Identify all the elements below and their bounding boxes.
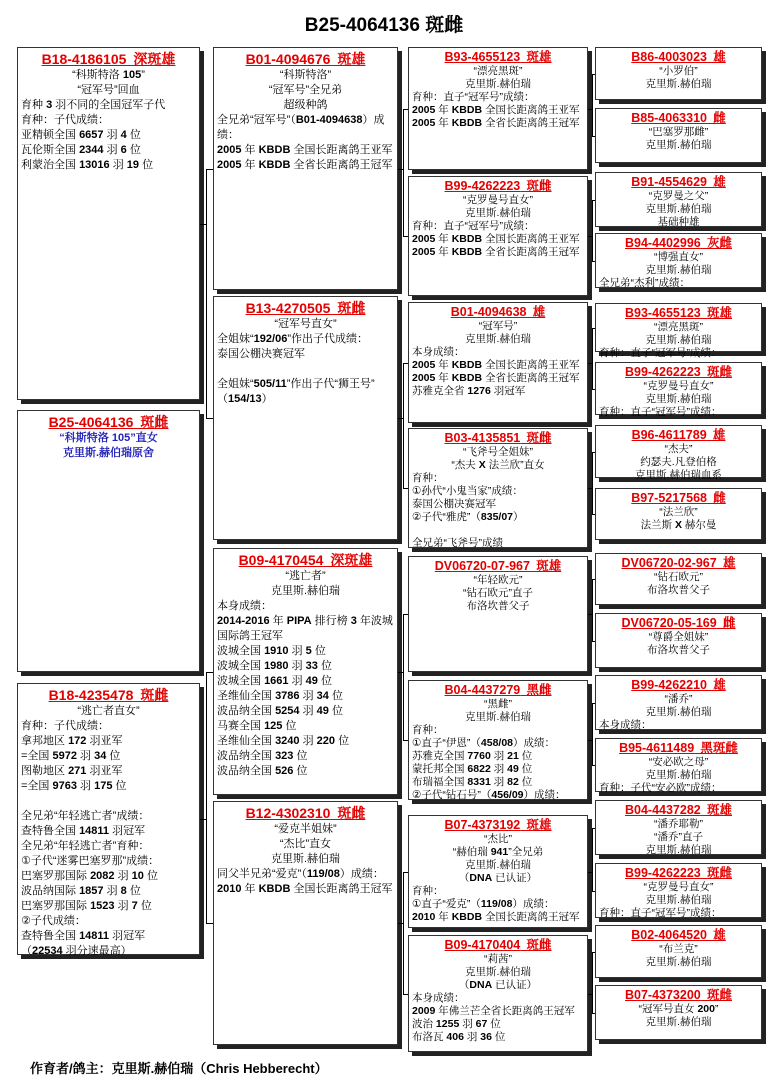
pedigree-box-B25-4064136 <box>17 410 200 672</box>
ring-number: B96-4611789 雄 <box>631 428 726 442</box>
box-line: 2009 年佛兰芒全省长距离鸽王冠军 <box>412 1005 575 1017</box>
ring-number: B99-4262223 斑雌 <box>444 179 552 193</box>
box-line: 亚精顿全国 6657 羽 4 位 <box>21 129 141 141</box>
connector-line <box>206 418 213 419</box>
box-line: “科斯特洛 105”直女 <box>59 432 158 444</box>
box-line: 苏雅克全国 7760 羽 21 位 <box>412 750 533 762</box>
pedigree-box-B85-4063310 <box>595 108 762 163</box>
box-line: 2005 年 KBDB 全省长距离鸽王冠军 <box>412 246 580 258</box>
box-line: 圣维仙全国 3240 羽 220 位 <box>217 735 350 747</box>
box-line: 克里斯.赫伯瑞 <box>645 956 712 968</box>
box-line: 波城全国 1661 羽 49 位 <box>217 675 332 687</box>
box-line: 法兰斯 X 赫尔曼 <box>640 519 717 531</box>
box-line: 苏雅克全省 1276 羽冠军 <box>412 385 526 397</box>
connector-line <box>403 872 404 995</box>
box-line: 波品纳全国 5254 羽 49 位 <box>217 705 343 717</box>
box-line: 克里斯.赫伯瑞血系 <box>635 469 722 481</box>
ring-number: B18-4235478 斑雌 <box>48 687 169 703</box>
connector-line <box>403 614 408 615</box>
box-line: “潘乔耶勒” <box>654 818 703 830</box>
box-line: “漂亮黑斑” <box>654 321 703 333</box>
box-line: “漂亮黑斑” <box>473 65 523 77</box>
box-line: 基础种雄 <box>657 216 700 228</box>
pedigree-box-B02-4064520 <box>595 925 762 978</box>
box-line: “爱克半姐妹” <box>274 823 337 835</box>
box-line: “冠军号直女” <box>274 318 337 330</box>
pedigree-box-B07-4373200 <box>595 985 762 1040</box>
box-line: 全兄弟“杰利”成绩： <box>599 277 690 289</box>
box-line: 布洛坎普父子 <box>647 644 710 656</box>
ring-number: B18-4186105 深斑雄 <box>41 51 176 67</box>
connector-line <box>403 363 408 364</box>
connector-line <box>592 452 595 453</box>
box-line: 2005 年 KBDB 全省长距离鸽王冠军 <box>217 159 393 171</box>
box-line: 2010 年 KBDB 全国长距离鸽王冠军 <box>412 911 580 923</box>
box-line: 2014-2016 年 PIPA 排行榜 3 年波城 <box>217 615 393 627</box>
connector-line <box>403 994 408 995</box>
box-line: “潘乔” <box>664 693 693 705</box>
box-line: 全兄弟“年轻逃亡者”育种： <box>21 840 150 852</box>
box-line: 全兄弟“飞斧号”成绩 <box>412 537 503 549</box>
ring-number: B99-4262210 雄 <box>631 678 726 692</box>
ring-number: B13-4270505 斑雌 <box>245 300 366 316</box>
connector-line <box>403 488 408 489</box>
box-line: 克里斯.赫伯瑞 <box>645 706 712 718</box>
ring-number: B07-4373200 斑雌 <box>624 988 733 1002</box>
box-line: 克里斯.赫伯瑞 <box>645 894 712 906</box>
box-line: 克里斯.赫伯瑞 <box>645 78 712 90</box>
box-line: 查特鲁全国 14811 羽冠军 <box>21 930 146 942</box>
connector-line <box>592 952 595 953</box>
box-line: “冠军号”全兄弟 <box>268 84 343 96</box>
box-line: “赫伯瑞 941”全兄弟 <box>452 846 544 858</box>
box-line: 图勒地区 271 羽亚军 <box>21 765 123 777</box>
connector-line <box>592 952 593 1014</box>
box-line: 巴塞罗那国际 2082 羽 10 位 <box>21 870 158 882</box>
connector-line <box>403 363 404 489</box>
box-line: ①子代“迷雾巴塞罗那”成绩： <box>21 855 160 867</box>
ring-number: B93-4655123 斑雄 <box>624 306 733 320</box>
box-line: 育种： <box>412 472 444 484</box>
box-line: 同父半兄弟“爱克”（119/08）成绩： <box>217 868 384 880</box>
box-line: （22534 羽分速最高） <box>21 945 132 957</box>
box-line: 马赛全国 125 位 <box>217 720 297 732</box>
pedigree-box-B09-4170404 <box>408 935 588 1052</box>
pedigree-box-B01-4094638 <box>408 302 588 423</box>
box-line <box>412 524 584 537</box>
box-line: 本身成绩： <box>217 600 272 612</box>
box-line: 约瑟夫.凡登伯格 <box>640 456 717 468</box>
box-line: 2005 年 KBDB 全国长距离鸽王亚军 <box>412 104 580 116</box>
connector-line <box>592 703 593 766</box>
box-line: 育种：子代“安必欧”成绩： <box>599 782 722 794</box>
box-line: 布洛坎普父子 <box>466 600 530 612</box>
connector-line <box>592 200 593 262</box>
box-line: “年轻欧元” <box>473 574 523 586</box>
box-line: “巴塞罗那雌” <box>648 126 709 138</box>
box-line: 克里斯.赫伯瑞 <box>465 78 531 90</box>
box-line: “杰比”直女 <box>279 838 332 850</box>
pedigree-box-B97-5217568 <box>595 488 762 540</box>
connector-line <box>592 641 595 642</box>
box-line: 本身成绩： <box>412 992 465 1004</box>
box-line: 育种：直子“冠军号”成绩： <box>599 406 722 418</box>
pedigree-box-B07-4373192 <box>408 815 588 928</box>
box-line: “克罗曼号直女” <box>463 194 533 206</box>
breeder-credit: 作育者/鸽主：克里斯.赫伯瑞（Chris Hebberecht） <box>30 1061 328 1076</box>
box-line: 育种： <box>412 724 444 736</box>
box-line: 布洛瓦 406 羽 36 位 <box>412 1031 506 1043</box>
box-line: “飞斧号全姐妹” <box>463 446 533 458</box>
pedigree-box-B94-4402996 <box>595 233 762 288</box>
box-line: “科斯特洛” <box>279 69 332 81</box>
box-line: 育种：直子“冠军号”成绩： <box>599 907 722 919</box>
box-line: 2005 年 KBDB 全省长距离鸽王冠军 <box>412 372 580 384</box>
ring-number: B86-4003023 雄 <box>631 50 726 64</box>
connector-line <box>592 579 595 580</box>
box-line: 拿邦地区 172 羽亚军 <box>21 735 123 747</box>
box-line: 全兄弟“冠军号”（B01-4094638）成绩： <box>217 114 385 141</box>
box-line: 育种：直子“冠军号”成绩： <box>412 220 535 232</box>
box-line: ②子代成绩： <box>21 915 86 927</box>
box-line: 克里斯.赫伯瑞 <box>645 139 712 151</box>
box-line: 全兄弟“年轻逃亡者”成绩： <box>21 810 150 822</box>
connector-line <box>403 740 408 741</box>
box-line: “逃亡者” <box>285 570 326 582</box>
pedigree-box-DV06720-07-967 <box>408 556 588 672</box>
connector-line <box>206 169 207 419</box>
connector-line <box>592 765 595 766</box>
box-line: “克罗曼号直女” <box>643 881 714 893</box>
box-line: 克里斯.赫伯瑞 <box>645 334 712 346</box>
box-line: 2010 年 KBDB 全国长距离鸽王冠军 <box>217 883 393 895</box>
pedigree-box-B09-4170454 <box>213 548 398 795</box>
ring-number: DV06720-07-967 斑雄 <box>434 559 562 573</box>
connector-line <box>592 579 593 642</box>
ring-number: B01-4094676 斑雄 <box>245 51 366 67</box>
box-line: 巴塞罗那国际 1523 羽 7 位 <box>21 900 152 912</box>
connector-line <box>592 828 595 829</box>
connector-line <box>592 452 593 515</box>
ring-number: B91-4554629 雄 <box>631 175 726 189</box>
box-line: 克里斯.赫伯瑞 <box>645 1016 712 1028</box>
box-line: ①孙代“小鬼当家”成绩： <box>412 485 523 497</box>
box-line: 育种：直子“冠军号”成绩： <box>599 347 722 359</box>
connector-line <box>592 389 595 390</box>
box-line: =全国 5972 羽 34 位 <box>21 750 121 762</box>
ring-number: B04-4437279 黑雌 <box>444 683 552 697</box>
connector-line <box>592 200 595 201</box>
box-line: “冠军号直女 200” <box>638 1003 719 1015</box>
box-line: 2005 年 KBDB 全国长距离鸽王亚军 <box>412 359 580 371</box>
ring-number: DV06720-05-169 雌 <box>621 616 736 630</box>
connector-line <box>592 136 595 137</box>
ring-number: B95-4611489 黑斑雌 <box>619 741 738 755</box>
box-line: “克罗曼之父” <box>648 190 709 202</box>
connector-line <box>592 328 593 390</box>
pedigree-box-B86-4003023 <box>595 47 762 100</box>
pedigree-box-B12-4302310 <box>213 801 398 1045</box>
box-line: 圣维仙全国 3786 羽 34 位 <box>217 690 343 702</box>
ring-number: B03-4135851 斑雌 <box>444 431 552 445</box>
ring-number: B12-4302310 斑雌 <box>245 805 366 821</box>
pedigree-box-B13-4270505 <box>213 296 398 540</box>
box-line: 全姐妹“192/06”作出子代成绩： <box>217 333 368 345</box>
ring-number: B04-4437282 斑雄 <box>624 803 733 817</box>
box-line: 克里斯.赫伯瑞 <box>465 207 531 219</box>
pedigree-box-B95-4611489 <box>595 738 762 792</box>
box-line: “逃亡者直女” <box>77 705 140 717</box>
pedigree-box-B03-4135851 <box>408 428 588 548</box>
box-line: 布瑞福全国 8331 羽 82 位 <box>412 776 533 788</box>
ring-number: B99-4262223 斑雌 <box>624 365 733 379</box>
connector-line <box>206 169 213 170</box>
box-line: （DNA 已认证） <box>458 979 538 991</box>
pedigree-box-B99-4262223 <box>595 362 762 418</box>
box-line: “杰夫” <box>664 443 693 455</box>
box-line: 利蒙治全国 13016 羽 19 位 <box>21 159 154 171</box>
ring-number: B93-4655123 斑雄 <box>444 50 552 64</box>
box-line: 克里斯.赫伯瑞 <box>645 393 712 405</box>
box-line: ②子代“钻石号”（456/09）成绩： <box>412 789 566 801</box>
box-line: 泰国公棚决赛冠军 <box>217 348 305 360</box>
pedigree-box-B99-4262223 <box>595 863 762 918</box>
pedigree-box-B99-4262223 <box>408 176 588 296</box>
ring-number: B02-4064520 雄 <box>631 928 726 942</box>
box-line: “黑雌” <box>484 698 512 710</box>
box-line: 2005 年 KBDB 全国长距离鸽王亚军 <box>217 144 393 156</box>
connector-line <box>403 872 408 873</box>
pedigree-box-B91-4554629 <box>595 172 762 227</box>
box-line: 波品纳全国 526 位 <box>217 765 308 777</box>
box-line: “杰夫 X 法兰欣”直女 <box>451 459 545 471</box>
box-line: 克里斯.赫伯瑞 <box>270 585 341 597</box>
box-line: “莉茜” <box>484 953 512 965</box>
box-line: 波城全国 1910 羽 5 位 <box>217 645 326 657</box>
box-line: 克里斯.赫伯瑞 <box>645 844 712 856</box>
box-line: 克里斯.赫伯瑞 <box>465 966 531 978</box>
box-line: 瓦伦斯全国 2344 羽 6 位 <box>21 144 141 156</box>
pedigree-box-B96-4611789 <box>595 425 762 481</box>
box-line: （154/13） <box>217 393 273 405</box>
ring-number: B85-4063310 雌 <box>631 111 726 125</box>
box-line: ①直子“伊恩”（458/08）成绩： <box>412 737 556 749</box>
ring-number: B07-4373192 斑雄 <box>444 818 552 832</box>
pedigree-box-DV06720-05-169 <box>595 613 762 668</box>
box-line: “安必欧之母” <box>648 756 709 768</box>
pedigree-box-B18-4235478 <box>17 683 200 955</box>
box-line <box>217 362 394 377</box>
box-line: 育种：子代成绩： <box>21 720 109 732</box>
box-line: 本身成绩： <box>599 719 652 731</box>
box-line <box>21 794 196 809</box>
box-line: 克里斯.赫伯瑞 <box>465 711 531 723</box>
connector-line <box>403 236 408 237</box>
connector-line <box>592 891 595 892</box>
box-line: 波城全国 1980 羽 33 位 <box>217 660 332 672</box>
box-line: 蒙托邦全国 6822 羽 49 位 <box>412 763 533 775</box>
box-line: 育种： <box>412 885 444 897</box>
box-line: “钻石欧元”直子 <box>463 587 533 599</box>
box-line: 波品纳全国 323 位 <box>217 750 308 762</box>
ring-number: B25-4064136 斑雌 <box>48 414 169 430</box>
pedigree-box-B93-4655123 <box>595 303 762 359</box>
pedigree-box-B18-4186105 <box>17 47 200 400</box>
box-line: 克里斯.赫伯瑞 <box>465 333 531 345</box>
ring-number: B97-5217568 雌 <box>631 491 726 505</box>
box-line: 克里斯.赫伯瑞 <box>465 859 531 871</box>
box-line: “潘乔”直子 <box>654 831 703 843</box>
box-line: 克里斯.赫伯瑞 <box>645 264 712 276</box>
box-line: 波品纳国际 1857 羽 8 位 <box>21 885 141 897</box>
box-line: “冠军号” <box>478 320 518 332</box>
ring-number: B09-4170404 斑雌 <box>444 938 552 952</box>
box-line: 克里斯.赫伯瑞 <box>645 203 712 215</box>
box-line: “钻石欧元” <box>654 571 703 583</box>
page-title: B25-4064136 斑雌 <box>304 15 464 36</box>
connector-line <box>206 923 213 924</box>
box-line: ①直子“爱克”（119/08）成绩： <box>412 898 555 910</box>
connector-line <box>592 703 595 704</box>
connector-line <box>403 109 404 237</box>
box-line: 2005 年 KBDB 全国长距离鸽王亚军 <box>412 233 580 245</box>
box-line: 克里斯.赫伯瑞 <box>270 853 341 865</box>
pedigree-box-B04-4437279 <box>408 680 588 800</box>
box-line: =全国 9763 羽 175 位 <box>21 780 127 792</box>
box-line: ②子代“雅虎”（835/07） <box>412 511 524 523</box>
connector-line <box>592 328 595 329</box>
connector-line <box>592 828 593 892</box>
ring-number: B09-4170454 深斑雄 <box>238 552 373 568</box>
box-line: 本身成绩： <box>412 346 465 358</box>
connector-line <box>403 109 408 110</box>
box-line: “冠军号”回血 <box>77 84 140 96</box>
box-line: “尊爵全姐妹” <box>648 631 709 643</box>
connector-line <box>206 672 213 673</box>
box-line: 全姐妹“505/11”作出子代“狮王号” <box>217 378 375 390</box>
box-line: 查特鲁全国 14811 羽冠军 <box>21 825 146 837</box>
box-line: 超级种鸽 <box>283 99 328 111</box>
ring-number: B99-4262223 斑雌 <box>624 866 733 880</box>
box-line: “布兰克” <box>659 943 698 955</box>
box-line: 泰国公棚决赛冠军 <box>412 498 496 510</box>
box-line: 国际鸽王冠军 <box>217 630 283 642</box>
box-line: 克里斯.赫伯瑞 <box>645 769 712 781</box>
ring-number: DV06720-02-967 雄 <box>621 556 736 570</box>
connector-line <box>403 614 404 741</box>
box-line: “克罗曼号直女” <box>643 380 714 392</box>
connector-line <box>592 514 595 515</box>
connector-line <box>592 1013 595 1014</box>
box-line: “法兰欣” <box>659 506 698 518</box>
box-line: 育种：子代成绩： <box>21 114 109 126</box>
box-line: “博强直女” <box>654 251 703 263</box>
connector-line <box>592 74 593 137</box>
box-line: 波治 1255 羽 67 位 <box>412 1018 501 1030</box>
ring-number: B01-4094638 雄 <box>450 305 546 319</box>
box-line: 育种：直子“冠军号”成绩： <box>412 91 535 103</box>
box-line: 育种 3 羽不同的全国冠军子代 <box>21 99 166 111</box>
box-line: （DNA 已认证） <box>458 872 538 884</box>
pedigree-box-B99-4262210 <box>595 675 762 730</box>
box-line: “科斯特洛 105” <box>72 69 145 81</box>
connector-line <box>592 261 595 262</box>
pedigree-box-B93-4655123 <box>408 47 588 170</box>
box-line: 克里斯.赫伯瑞原舍 <box>62 447 155 459</box>
pedigree-box-B01-4094676 <box>213 47 398 290</box>
pedigree-box-DV06720-02-967 <box>595 553 762 605</box>
connector-line <box>592 74 595 75</box>
box-line: 2005 年 KBDB 全省长距离鸽王冠军 <box>412 117 580 129</box>
ring-number: B94-4402996 灰雌 <box>624 236 733 250</box>
pedigree-box-B04-4437282 <box>595 800 762 855</box>
box-line: “小罗伯” <box>659 65 698 77</box>
box-line: “杰比” <box>484 833 512 845</box>
connector-line <box>206 672 207 924</box>
box-line: 布洛坎普父子 <box>647 584 710 596</box>
